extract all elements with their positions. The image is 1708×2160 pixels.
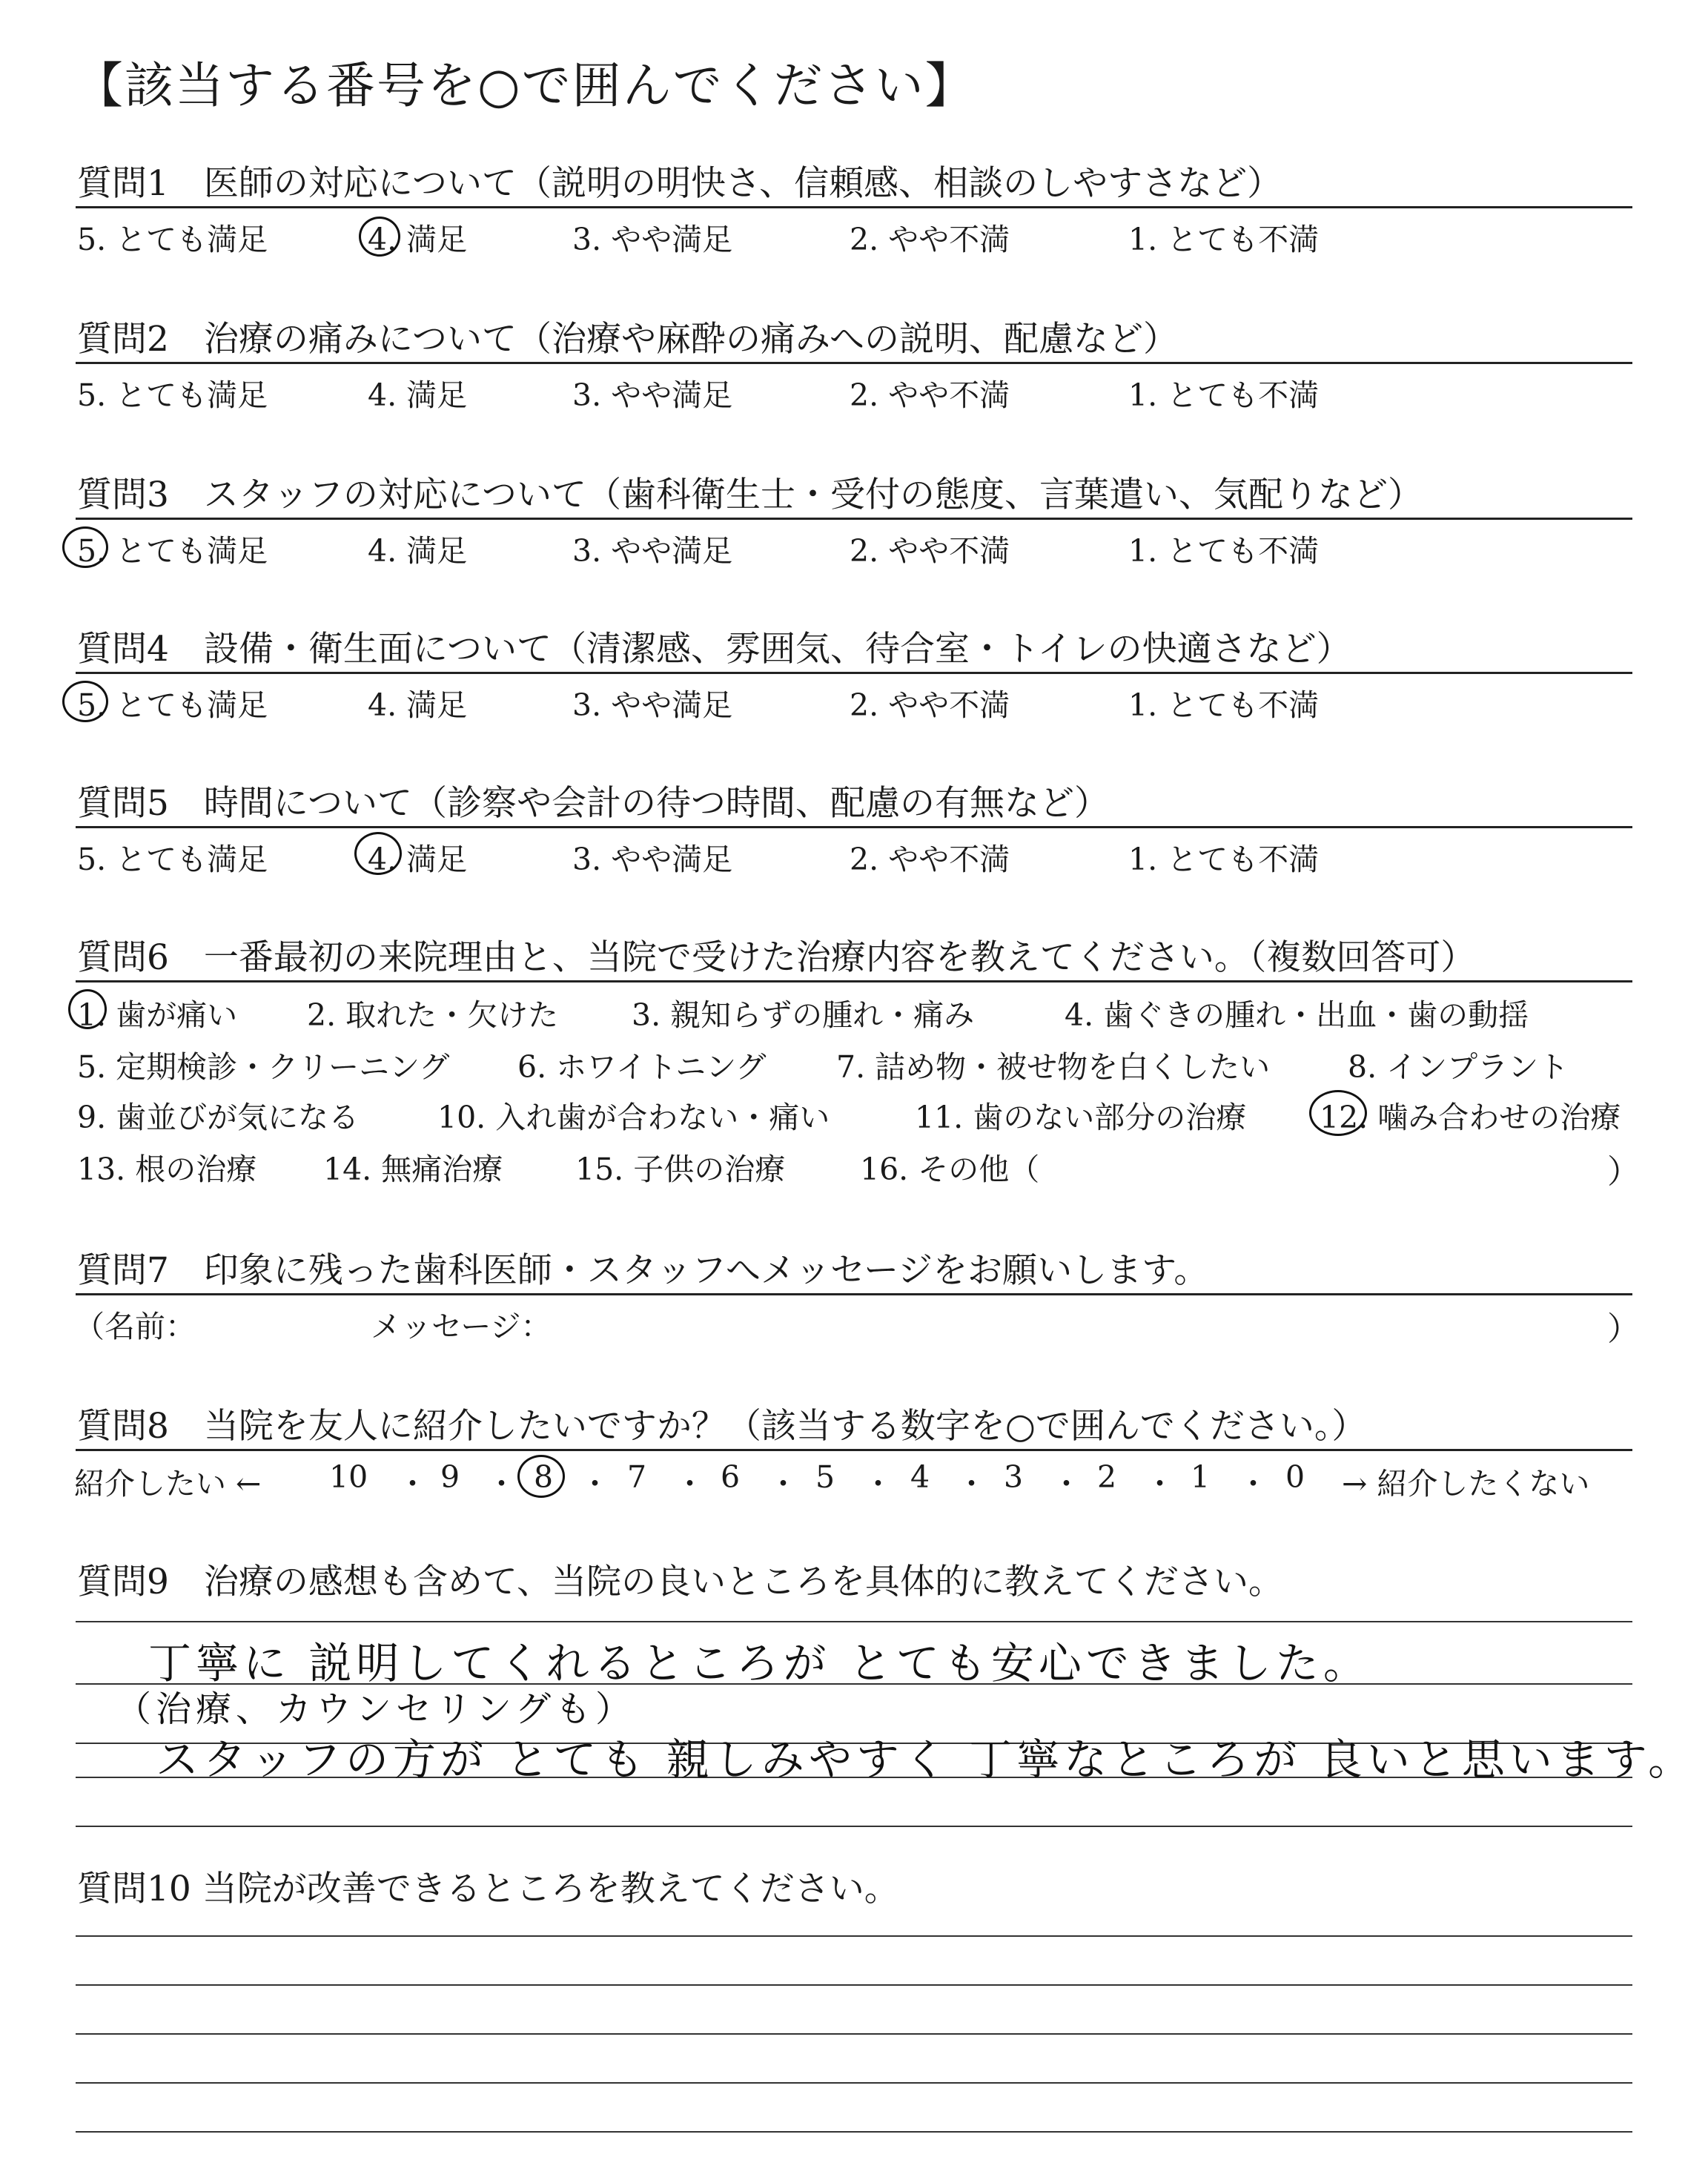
q4-option-5[interactable]: 5. とても満足 [77, 687, 268, 723]
q6-option-14[interactable]: 14. 無痛治療 [323, 1152, 503, 1187]
q8-scale-7[interactable]: 7 [627, 1459, 647, 1495]
q4-selection-circle [62, 681, 108, 722]
q6-option-1[interactable]: 1. 歯が痛い [77, 997, 238, 1033]
question-3-rule [76, 518, 1632, 520]
q8-scale-6[interactable]: 6 [721, 1459, 741, 1495]
q7-close-paren: ） [1607, 1310, 1640, 1348]
question-3-label: 質問3 スタッフの対応について（歯科衛生士・受付の態度、言葉遣い、気配りなど） [77, 475, 1423, 515]
question-10-label: 質問10 当院が改善できるところを教えてください。 [77, 1869, 899, 1909]
q8-dot: ・ [675, 1466, 705, 1502]
q7-message-label: メッセージ： [371, 1309, 552, 1344]
q8-dot: ・ [956, 1466, 987, 1502]
q5-option-1[interactable]: 1. とても不満 [1128, 842, 1320, 877]
q2-option-3[interactable]: 3. やや満足 [572, 377, 733, 413]
q3-option-5[interactable]: 5. とても満足 [77, 533, 268, 569]
q3-option-2[interactable]: 2. やや不満 [850, 533, 1010, 569]
question-8-label: 質問8 当院を友人に紹介したいですか？（該当する数字を○で囲んでください。） [77, 1406, 1367, 1447]
question-6-label: 質問6 一番最初の来院理由と、当院で受けた治療内容を教えてください。（複数回答可） [77, 937, 1476, 978]
question-4-rule [76, 672, 1632, 674]
question-5-label: 質問5 時間について（診察や会計の待つ時間、配慮の有無など） [77, 783, 1109, 824]
q8-scale-0[interactable]: 0 [1285, 1459, 1305, 1495]
q8-dot: ・ [1051, 1466, 1082, 1502]
q6-option-15[interactable]: 15. 子供の治療 [575, 1152, 786, 1187]
q4-option-2[interactable]: 2. やや不満 [850, 687, 1010, 723]
question-5-rule [76, 826, 1632, 828]
q10-line-5 [76, 2131, 1632, 2133]
q8-dot: ・ [863, 1466, 893, 1502]
q6-option-13[interactable]: 13. 根の治療 [77, 1152, 257, 1187]
q9-answer-line-2: （治療、カウンセリングも） [116, 1688, 636, 1730]
q6-selection-circle-12 [1309, 1090, 1367, 1136]
question-1-rule [76, 206, 1632, 208]
q5-option-2[interactable]: 2. やや不満 [850, 842, 1010, 877]
q8-dot: ・ [580, 1466, 610, 1502]
q5-selection-circle [354, 832, 402, 875]
q6-option-2[interactable]: 2. 取れた・欠けた [307, 997, 559, 1033]
q2-option-5[interactable]: 5. とても満足 [77, 377, 268, 413]
question-7-rule [76, 1293, 1632, 1295]
q6-option-3[interactable]: 3. 親知らずの腫れ・痛み [632, 997, 975, 1033]
q8-scale-1[interactable]: 1 [1191, 1459, 1211, 1495]
q8-scale-2[interactable]: 2 [1097, 1459, 1117, 1495]
question-2-rule [76, 362, 1632, 364]
q6-option-10[interactable]: 10. 入れ歯が合わない・痛い [437, 1100, 830, 1135]
q9-answer-line-3: スタッフの方が とても 親しみやすく 丁寧なところが 良いと思います。 [156, 1734, 1696, 1785]
q8-dot: ・ [1145, 1466, 1175, 1502]
q5-option-5[interactable]: 5. とても満足 [77, 842, 268, 877]
q10-line-3 [76, 2033, 1632, 2035]
q1-selection-circle [359, 217, 400, 257]
q4-option-1[interactable]: 1. とても不満 [1128, 687, 1320, 723]
q1-option-3[interactable]: 3. やや満足 [572, 222, 733, 257]
question-2-label: 質問2 治療の痛みについて（治療や麻酔の痛みへの説明、配慮など） [77, 319, 1179, 360]
q2-option-4[interactable]: 4. 満足 [368, 377, 468, 413]
q9-line-5 [76, 1826, 1632, 1827]
q10-line-2 [76, 1984, 1632, 1986]
question-6-rule [76, 980, 1632, 982]
q6-option-7[interactable]: 7. 詰め物・被せ物を白くしたい [836, 1049, 1271, 1085]
q8-right-label: → 紹介したくない [1342, 1466, 1590, 1502]
q8-scale-4[interactable]: 4 [910, 1459, 930, 1495]
q1-option-5[interactable]: 5. とても満足 [77, 222, 268, 257]
q8-scale-10[interactable]: 10 [329, 1459, 368, 1495]
q9-answer-line-1: 丁寧に 説明してくれるところが とても安心できました。 [148, 1638, 1371, 1688]
question-8-rule [76, 1449, 1632, 1451]
q6-option-11[interactable]: 11. 歯のない部分の治療 [915, 1100, 1247, 1135]
q8-scale-8[interactable]: 8 [534, 1459, 554, 1495]
q2-option-2[interactable]: 2. やや不満 [850, 377, 1010, 413]
question-7-label: 質問7 印象に残った歯科医師・スタッフへメッセージをお願いします。 [77, 1250, 1209, 1291]
q8-scale-3[interactable]: 3 [1004, 1459, 1024, 1495]
q3-option-4[interactable]: 4. 満足 [368, 533, 468, 569]
q6-option-16[interactable]: 16. その他（ [860, 1152, 1040, 1187]
q7-name-label: （名前： [74, 1309, 196, 1344]
q3-option-1[interactable]: 1. とても不満 [1128, 533, 1320, 569]
q8-scale-5[interactable]: 5 [815, 1459, 835, 1495]
q1-option-4[interactable]: 4. 満足 [368, 222, 468, 257]
q8-dot: ・ [768, 1466, 798, 1502]
q3-selection-circle [62, 526, 108, 568]
q6-option-6[interactable]: 6. ホワイトニング [517, 1049, 767, 1085]
question-1-label: 質問1 医師の対応について（説明の明快さ、信頼感、相談のしやすさなど） [77, 163, 1282, 204]
q9-line-1 [76, 1621, 1632, 1622]
q8-selection-circle [517, 1455, 565, 1498]
q1-option-1[interactable]: 1. とても不満 [1128, 222, 1320, 257]
q6-other-close-paren: ） [1607, 1153, 1640, 1191]
q2-option-1[interactable]: 1. とても不満 [1128, 377, 1320, 413]
q6-option-4[interactable]: 4. 歯ぐきの腫れ・出血・歯の動揺 [1065, 997, 1529, 1033]
q8-dot: ・ [397, 1466, 428, 1502]
question-9-label: 質問9 治療の感想も含めて、当院の良いところを具体的に教えてください。 [77, 1562, 1283, 1602]
q8-dot: ・ [486, 1466, 517, 1502]
q1-option-2[interactable]: 2. やや不満 [850, 222, 1010, 257]
q8-scale-9[interactable]: 9 [440, 1459, 460, 1495]
q8-dot: ・ [1238, 1466, 1268, 1502]
q5-option-4[interactable]: 4. 満足 [368, 842, 468, 877]
question-4-label: 質問4 設備・衛生面について（清潔感、雰囲気、待合室・トイレの快適さなど） [77, 629, 1351, 670]
form-title: 【該当する番号を○で囲んでください】 [74, 57, 976, 114]
q3-option-3[interactable]: 3. やや満足 [572, 533, 733, 569]
q6-option-12[interactable]: 12. 噛み合わせの治療 [1320, 1100, 1621, 1135]
q4-option-4[interactable]: 4. 満足 [368, 687, 468, 723]
q6-selection-circle-1 [68, 989, 107, 1029]
q6-option-5[interactable]: 5. 定期検診・クリーニング [77, 1049, 450, 1085]
q10-line-4 [76, 2082, 1632, 2084]
q6-option-8[interactable]: 8. インプラント [1348, 1049, 1569, 1085]
q8-left-label: 紹介したい ← [74, 1466, 262, 1502]
q6-option-9[interactable]: 9. 歯並びが気になる [77, 1100, 360, 1135]
q5-option-3[interactable]: 3. やや満足 [572, 842, 733, 877]
q4-option-3[interactable]: 3. やや満足 [572, 687, 733, 723]
q10-line-1 [76, 1935, 1632, 1937]
